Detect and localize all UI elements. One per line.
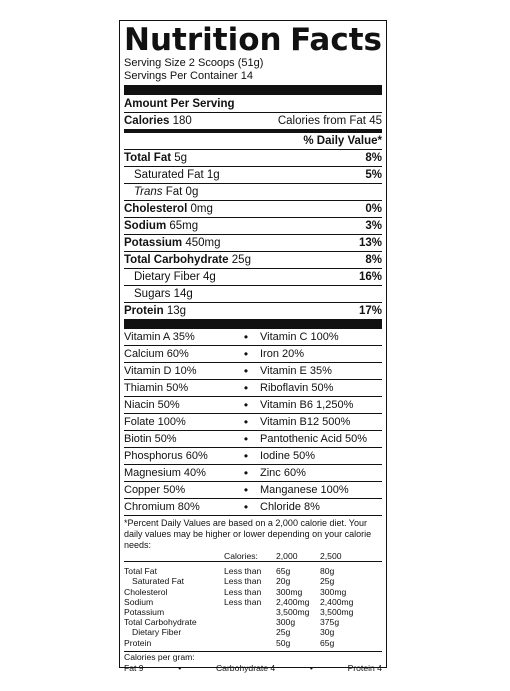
calories-per-gram-fat: Fat 9 [124, 662, 144, 673]
servings-per-container: Servings Per Container 14 [124, 70, 254, 82]
nutrient-name: Dietary Fiber [134, 271, 200, 283]
nutrient-name: Potassium [124, 237, 183, 249]
vitamin-right: Vitamin E 35% [260, 365, 332, 377]
vitamin-left: Vitamin D 10% [124, 365, 197, 377]
title-word-facts: Facts [290, 22, 382, 58]
vitamin-right: Riboflavin 50% [260, 382, 334, 394]
dv-table-row [124, 566, 382, 576]
dv-table-cell-c2: 25g [320, 576, 335, 587]
vitamin-row [124, 430, 382, 447]
nutrient-row [124, 234, 382, 251]
vitamin-left: Niacin 50% [124, 399, 180, 411]
vitamin-row [124, 329, 382, 345]
bullet: • [243, 483, 249, 497]
vitamin-row [124, 464, 382, 481]
calories-from-fat: Calories from Fat 45 [277, 115, 382, 127]
vitamin-left: Biotin 50% [124, 433, 177, 445]
calories-row [124, 112, 382, 129]
dv-table-cell-c2: 65g [320, 637, 335, 648]
dv-table-cell-c2: 3,500mg [320, 607, 354, 618]
calories-per-gram-label-row [124, 652, 382, 663]
dv-table-row [124, 627, 382, 637]
nutrient-amount: 450mg [185, 237, 221, 249]
nutrient-amount: 25g [231, 254, 251, 266]
vitamin-row [124, 345, 382, 362]
calories-per-gram-protein: Protein 4 [347, 662, 382, 673]
bullet: • [243, 432, 249, 446]
vitamin-row [124, 362, 382, 379]
dv-table-cell-cmp [224, 607, 276, 617]
nutrient-amount: 5g [174, 152, 188, 164]
calories-per-gram-label: Calories per gram: [124, 651, 195, 662]
dv-table-cell-name: Protein [124, 637, 152, 648]
vitamin-list [124, 329, 382, 515]
amount-per-serving: Amount Per Serving [124, 98, 235, 110]
vitamin-left: Copper 50% [124, 484, 186, 496]
dv-table-cell-name: Sodium [124, 596, 154, 607]
nutrient-row [124, 200, 382, 217]
title-word-nutrition: Nutrition [124, 22, 282, 58]
vitamin-right: Pantothenic Acid 50% [260, 433, 368, 445]
dv-table-cell-cmp: Less than [224, 586, 262, 597]
vitamin-left: Calcium 60% [124, 348, 189, 360]
calories-value: 180 [172, 115, 192, 127]
bullet: • [243, 415, 249, 429]
footnote: *Percent Daily Values are based on a 2,000 calorie diet. Your daily values may be higher or lower depending on your calorie needs: [124, 518, 372, 550]
vitamin-row [124, 481, 382, 498]
nutrient-amount: 13g [166, 305, 187, 317]
dv-table-cell-name: Saturated Fat [132, 576, 185, 587]
bullet: • [309, 662, 313, 673]
bullet: • [243, 381, 249, 395]
vitamin-left: Vitamin A 35% [124, 331, 195, 343]
dv-table-cell-c2: 2,400mg [320, 596, 354, 607]
nutrient-row [124, 251, 382, 268]
nutrient-daily-value: 8% [365, 152, 382, 164]
dv-table-calories-label: Calories: [224, 551, 258, 561]
dv-table-cell-name: Dietary Fiber [132, 627, 182, 638]
divider [124, 515, 382, 516]
nutrient-row [124, 149, 382, 166]
bullet: • [243, 449, 249, 463]
divider-thick [124, 319, 382, 329]
dv-table-col-2000: 2,000 [276, 551, 298, 561]
vitamin-row [124, 379, 382, 396]
dv-table-row [124, 587, 382, 597]
dv-table-cell-cmp [224, 617, 276, 627]
vitamin-left: Magnesium 40% [124, 467, 206, 479]
vitamin-right: Iron 20% [260, 348, 305, 360]
amount-per-serving-row [124, 96, 382, 112]
bullet: • [178, 662, 182, 673]
dv-table-row [124, 617, 382, 627]
bullet: • [243, 347, 249, 361]
vitamin-left: Thiamin 50% [124, 382, 189, 394]
nutrient-daily-value: 13% [358, 237, 382, 249]
nutrient-amount: 4g [203, 271, 216, 283]
nutrient-row [124, 183, 382, 200]
dv-table-cell-cmp [224, 638, 276, 648]
calories-label: Calories [124, 115, 170, 127]
vitamin-row [124, 396, 382, 413]
nutrient-name: Protein [124, 305, 164, 317]
calories-per-gram-row [124, 663, 382, 674]
nutrient-name: Saturated Fat [134, 169, 204, 181]
nutrient-amount: Fat 0g [165, 186, 199, 198]
bullet: • [243, 466, 249, 480]
nutrient-daily-value: 0% [365, 203, 382, 215]
vitamin-left: Phosphorus 60% [124, 450, 208, 462]
nutrient-name: Total Fat [124, 152, 172, 164]
nutrient-name: Sugars [134, 288, 171, 300]
dv-table-cell-name: Cholesterol [124, 586, 168, 597]
dv-table-cell-c1: 3,500mg [276, 607, 310, 618]
vitamin-row [124, 498, 382, 515]
daily-value-table [124, 551, 382, 648]
nutrient-daily-value: 17% [358, 305, 382, 317]
daily-value-header-row [124, 133, 382, 149]
serving-size: Serving Size 2 Scoops (51g) [124, 57, 264, 69]
vitamin-right: Vitamin C 100% [260, 331, 339, 343]
dv-table-cell-cmp: Less than [224, 596, 262, 607]
dv-table-cell-c1: 65g [276, 566, 291, 577]
vitamin-right: Vitamin B6 1,250% [260, 399, 354, 411]
dv-table-cell-c1: 50g [276, 637, 291, 648]
vitamin-right: Manganese 100% [260, 484, 349, 496]
divider-thick [124, 85, 382, 95]
nutrient-daily-value: 3% [365, 220, 382, 232]
nutrient-daily-value: 16% [358, 271, 382, 283]
dv-table-row [124, 638, 382, 648]
dv-table-row [124, 597, 382, 607]
vitamin-left: Chromium 80% [124, 501, 200, 513]
nutrient-daily-value: 8% [365, 254, 382, 266]
dv-table-cell-name: Total Fat [124, 566, 157, 577]
dv-table-cell-c1: 300g [276, 617, 296, 628]
dv-table-cell-name: Potassium [124, 607, 165, 618]
dv-table-row [124, 576, 382, 586]
vitamin-right: Zinc 60% [260, 467, 306, 479]
nutrient-daily-value: 5% [365, 169, 382, 181]
nutrient-amount: 1g [206, 169, 220, 181]
daily-value-header: % Daily Value* [303, 135, 382, 147]
bullet: • [243, 330, 249, 344]
dv-table-cell-c2: 300mg [320, 586, 347, 597]
bullet: • [243, 364, 249, 378]
vitamin-right: Vitamin B12 500% [260, 416, 351, 428]
nutrient-amount: 0mg [190, 203, 213, 215]
dv-table-cell-c2: 375g [320, 617, 340, 628]
nutrient-row [124, 166, 382, 183]
nutrient-name: Total Carbohydrate [124, 254, 229, 266]
calories-per-gram-carb: Carbohydrate 4 [215, 662, 276, 673]
nutrient-name: Cholesterol [124, 203, 188, 215]
nutrient-name: Trans [134, 186, 163, 198]
nutrient-name: Sodium [124, 220, 167, 232]
nutrient-amount: 65mg [169, 220, 199, 232]
dv-table-cell-cmp: Less than [224, 566, 262, 577]
nutrient-row [124, 302, 382, 319]
dv-table-col-2500: 2,500 [320, 551, 342, 561]
dv-table-cell-c1: 25g [276, 627, 291, 638]
vitamin-left: Folate 100% [124, 416, 186, 428]
bullet: • [243, 500, 249, 514]
nutrient-row [124, 268, 382, 285]
dv-table-cell-c2: 80g [320, 566, 335, 577]
dv-table-cell-cmp [224, 627, 276, 637]
dv-table-cell-c1: 2,400mg [276, 596, 310, 607]
vitamin-row [124, 413, 382, 430]
nutrient-list [124, 149, 382, 319]
vitamin-right: Iodine 50% [260, 450, 316, 462]
nutrition-facts-label [119, 20, 387, 673]
dv-table-cell-cmp: Less than [224, 576, 262, 587]
vitamin-right: Chloride 8% [260, 501, 320, 513]
dv-table-row [124, 607, 382, 617]
dv-table-header [124, 551, 382, 562]
nutrient-amount: 14g [173, 288, 193, 300]
label-title [124, 23, 382, 57]
nutrient-row [124, 217, 382, 234]
bullet: • [243, 398, 249, 412]
dv-table-cell-name: Total Carbohydrate [124, 617, 197, 628]
dv-table-cell-c1: 20g [276, 576, 291, 587]
dv-table-cell-c1: 300mg [276, 586, 303, 597]
dv-table-cell-c2: 30g [320, 627, 335, 638]
nutrient-row [124, 285, 382, 302]
vitamin-row [124, 447, 382, 464]
